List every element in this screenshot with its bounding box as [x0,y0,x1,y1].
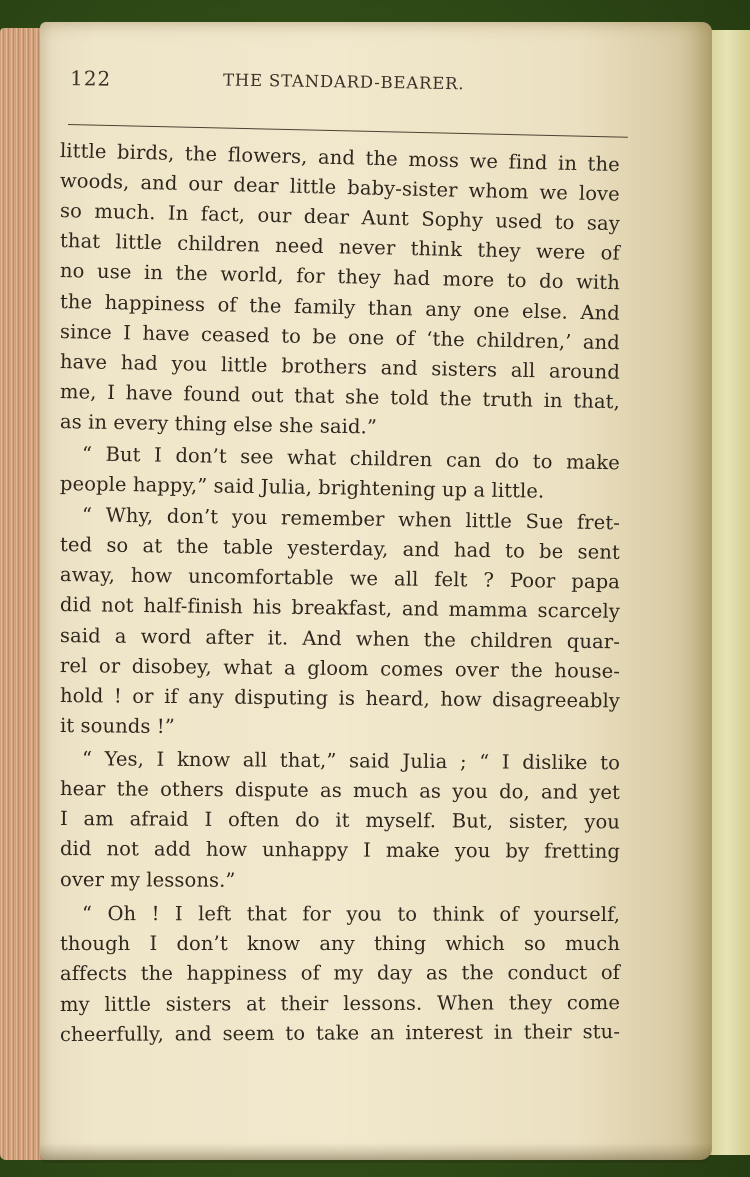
text-line: woods, and our dear little baby-sister whom we love [59,169,621,206]
text-line: since I have ceased to be one of ‘the children,’ and [59,320,621,355]
text-line: away, how uncomfortable we all felt ? Poor papa [59,563,621,594]
text-line: I am afraid I often do it myself. But, sister, you [59,807,621,834]
text-line: though I don’t know any thing which so much [60,932,620,955]
text-line: hold ! or if any disputing is heard, how disagreeably [59,684,621,713]
text-line: my little sisters at their lessons. When they come [59,991,621,1016]
text-line: people happy,” said Julia, brightening up a little. [59,472,545,503]
text-line: me, I have found out that she told the truth in that, [59,380,621,414]
text-line: did not half-finish his breakfast, and mamma scarcely [59,593,621,623]
text-line: no use in the world, for they had more to do with [59,259,621,295]
page-bottom-shadow [40,1143,712,1163]
page-number: 122 [69,66,112,91]
text-line: said a word after it. And when the children quar- [59,624,621,654]
running-title: THE STANDARD-BEARER. [222,70,465,94]
text-line: “ Oh ! I left that for you to think of yourself, [81,902,621,926]
text-line: as in every thing else she said.” [59,410,378,439]
text-line: “ But I don’t see what children can do to make [81,442,621,475]
text-line: “ Yes, I know all that,” said Julia ; “ I dislike to [81,747,621,775]
text-line: over my lessons.” [59,868,236,892]
text-line: so much. In fact, our dear Aunt Sophy used to say [59,199,621,236]
text-line: affects the happiness of my day as the conduct of [59,961,621,985]
text-line: have had you little brothers and sisters all around [59,350,621,384]
text-line: the happiness of the family than any one else. And [59,290,621,325]
text-line: cheerfully, and seem to take an interest in their stu- [59,1020,621,1046]
text-line: “ Why, don’t you remember when little Sue fret- [81,503,621,535]
text-line: ted so at the table yesterday, and had to be sent [59,533,621,564]
text-line: it sounds !” [59,714,175,739]
text-line: rel or disobey, what a gloom comes over the house- [59,654,621,683]
text-line: that little children need never think they were of [59,229,621,265]
text-line: little birds, the flowers, and the moss we find in the [59,139,621,177]
text-line: did not add how unhappy I make you by fretting [59,837,621,863]
text-line: hear the others dispute as much as you do, and yet [59,777,621,804]
